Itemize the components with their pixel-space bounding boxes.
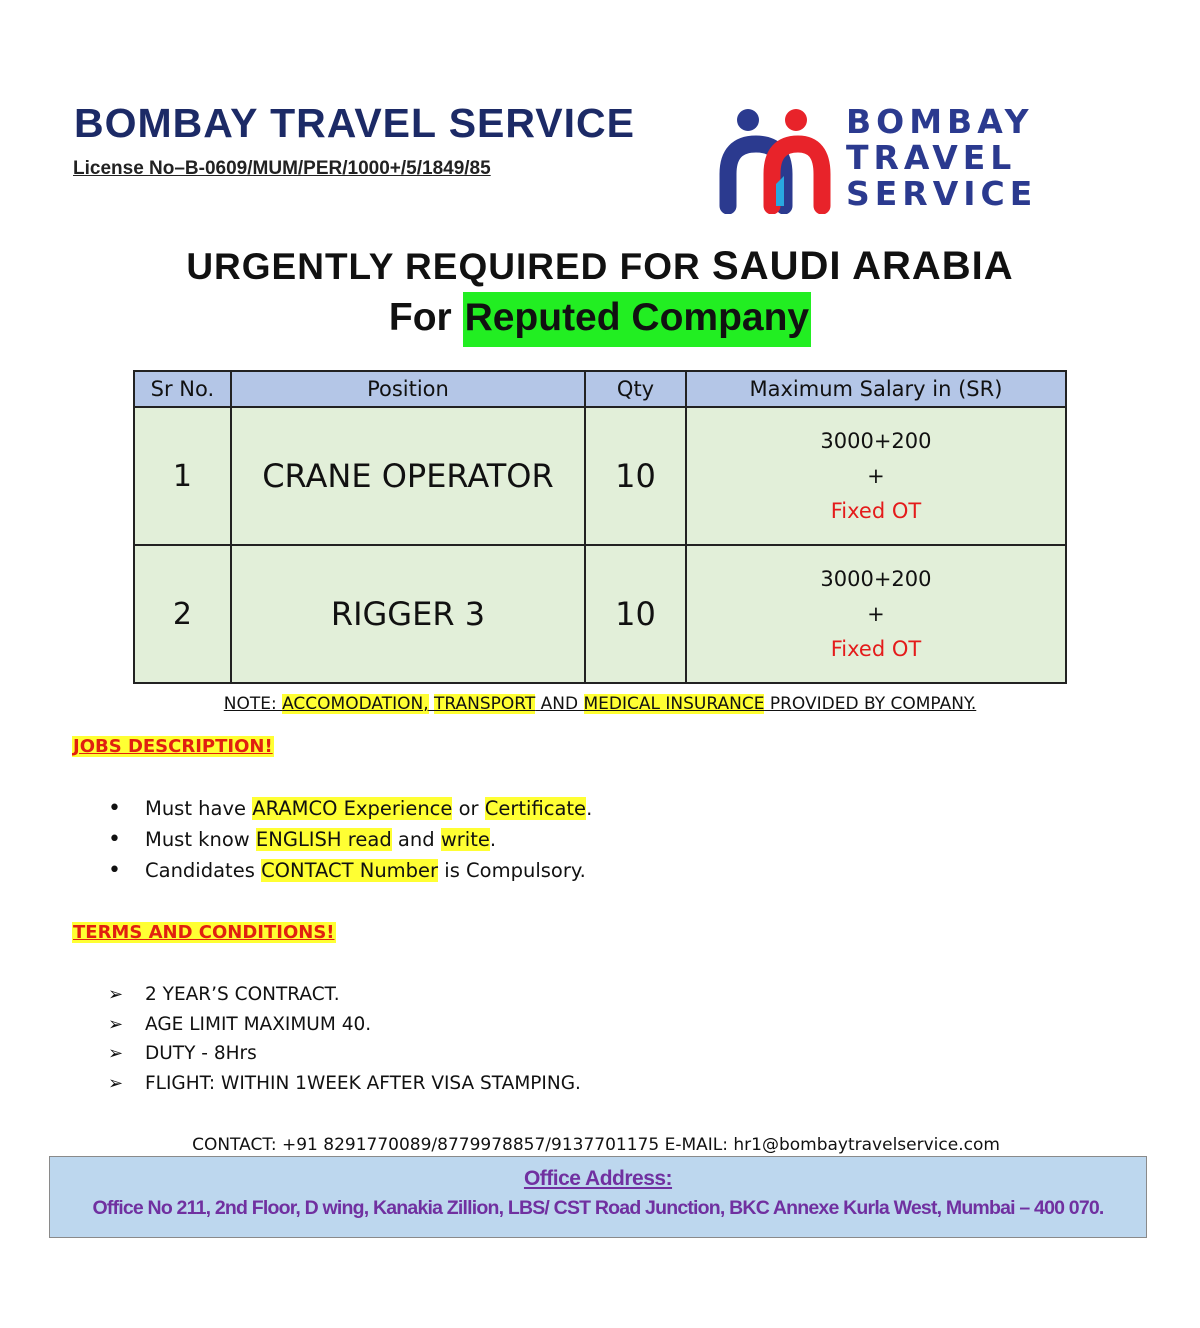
table-header-row (134, 371, 1066, 407)
benefits-note (0, 694, 1200, 714)
item-highlight: Certificate (484, 797, 587, 820)
item-highlight: CONTACT Number (261, 859, 439, 882)
note-transport: TRANSPORT (434, 694, 536, 714)
item-text: Candidates (145, 859, 262, 882)
note-accommodation: ACCOMODATION, (282, 694, 429, 714)
cell-position: CRANE OPERATOR (231, 407, 585, 545)
headline-prefix: URGENTLY REQUIRED FOR (186, 246, 713, 287)
arrow-bullet-icon: ➢ (108, 1072, 124, 1094)
item-text: . (489, 828, 497, 851)
list-item (108, 1069, 581, 1099)
note-suffix: PROVIDED BY COMPANY. (764, 694, 977, 714)
jobs-table (133, 370, 1067, 684)
list-item (108, 855, 592, 886)
note-prefix: NOTE: (223, 694, 283, 714)
item-text: and (391, 828, 441, 851)
subhead-prefix: For (388, 296, 463, 339)
list-item (108, 980, 581, 1010)
item-highlight: ARAMCO Experience (252, 797, 453, 820)
col-header-position: Position (231, 371, 585, 407)
term-text: FLIGHT: WITHIN 1WEEK AFTER VISA STAMPING. (145, 1072, 581, 1094)
col-header-sr: Sr No. (134, 371, 231, 407)
item-text: Must know (145, 828, 256, 851)
bullet-icon: • (108, 796, 121, 821)
two-people-m-logo-icon (718, 104, 833, 214)
note-medical-insurance: MEDICAL INSURANCE (583, 694, 765, 714)
item-text: Must have (145, 797, 253, 820)
office-address-text: Office No 211, 2nd Floor, D wing, Kanakia Zillion, LBS/ CST Road Junction, BKC Annexe Kurla West, Mumbai – 400 070. (92, 1197, 1104, 1219)
cell-qty: 10 (585, 407, 686, 545)
terms-heading: TERMS AND CONDITIONS! (73, 922, 335, 943)
salary-extra: Fixed OT (830, 636, 922, 661)
subheadline (0, 296, 1200, 340)
list-item (108, 793, 592, 824)
cell-salary (686, 545, 1066, 683)
item-text: or (452, 797, 485, 820)
col-header-qty: Qty (585, 371, 686, 407)
logo-line-service: SERVICE (846, 174, 1038, 213)
company-logo (718, 104, 1048, 214)
col-header-salary: Maximum Salary in (SR) (686, 371, 1066, 407)
company-title: BOMBAY TRAVEL SERVICE (74, 100, 635, 146)
headline (0, 244, 1200, 289)
list-item (108, 1039, 581, 1069)
logo-text (846, 104, 1037, 212)
salary-plus: + (867, 601, 885, 626)
term-text: DUTY - 8Hrs (145, 1043, 257, 1064)
jobs-description-list (108, 793, 592, 886)
arrow-bullet-icon: ➢ (108, 984, 124, 1005)
license-number: License No–B-0609/MUM/PER/1000+/5/1849/85 (73, 158, 491, 179)
list-item (108, 824, 592, 855)
table-row (134, 407, 1066, 545)
cell-sr: 2 (134, 545, 231, 683)
cell-qty: 10 (585, 545, 686, 683)
term-text: 2 YEAR’S CONTRACT. (145, 984, 340, 1005)
item-highlight: ENGLISH read (255, 828, 392, 851)
item-text: . (586, 797, 593, 820)
salary-base: 3000+200 (820, 566, 932, 591)
term-text: AGE LIMIT MAXIMUM 40. (145, 1013, 372, 1035)
office-address-box (49, 1156, 1147, 1238)
bullet-icon: • (108, 827, 121, 852)
item-text: is Compulsory. (438, 859, 586, 882)
salary-base: 3000+200 (820, 428, 932, 453)
arrow-bullet-icon: ➢ (108, 1043, 124, 1064)
logo-line-bombay: BOMBAY (846, 102, 1034, 141)
cell-salary (686, 407, 1066, 545)
item-highlight: write (440, 828, 490, 851)
headline-country: SAUDI ARABIA (712, 244, 1014, 288)
terms-list (108, 980, 581, 1098)
office-address-label: Office Address: (523, 1167, 673, 1190)
note-and: AND (535, 694, 584, 714)
table-row (134, 545, 1066, 683)
subhead-highlight: Reputed Company (463, 292, 812, 347)
cell-position: RIGGER 3 (231, 545, 585, 683)
cell-sr: 1 (134, 407, 231, 545)
list-item (108, 1010, 581, 1040)
contact-line: CONTACT: +91 8291770089/8779978857/9137701175 E-MAIL: hr1@bombaytravelservice.com (192, 1135, 1000, 1155)
bullet-icon: • (108, 858, 121, 883)
logo-line-travel: TRAVEL (846, 138, 1017, 177)
salary-extra: Fixed OT (830, 498, 922, 523)
arrow-bullet-icon: ➢ (108, 1013, 124, 1035)
jobs-description-heading: JOBS DESCRIPTION! (73, 736, 273, 757)
salary-plus: + (867, 463, 885, 488)
